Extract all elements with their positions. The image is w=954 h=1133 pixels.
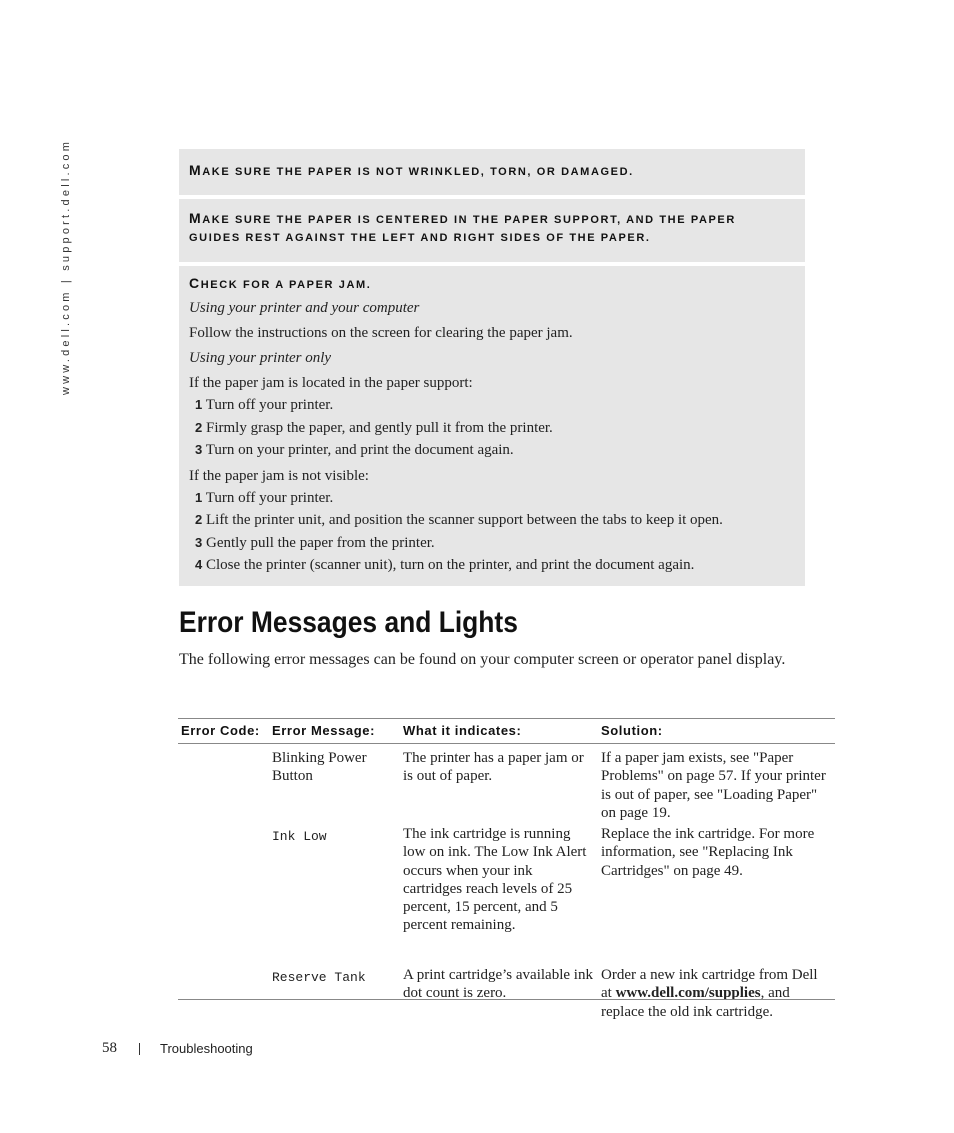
side-url: www.dell.com | support.dell.com <box>60 138 72 395</box>
subheading-printer-only: Using your printer only <box>189 350 332 366</box>
footer-separator <box>139 1043 140 1055</box>
tip-heading-line2: GUIDES REST AGAINST THE LEFT AND RIGHT SIDES OF THE PAPER. <box>189 232 651 244</box>
cell-line: is out of paper. <box>403 768 493 785</box>
cell-line: A print cartridge’s available ink <box>403 967 593 983</box>
page-footer <box>102 1040 253 1057</box>
steps-list-hidden <box>189 487 795 577</box>
cell-line: Cartridges" on page 49. <box>601 862 743 879</box>
step-number: 3 <box>195 534 203 550</box>
step-number: 1 <box>195 397 203 412</box>
step-text: Turn off your printer. <box>205 489 334 506</box>
list-item <box>189 487 795 510</box>
list-item <box>189 554 795 577</box>
step-number: 2 <box>195 419 203 435</box>
heading-rest: HECK FOR A PAPER JAM. <box>200 279 372 291</box>
tip-box-wrinkled <box>179 149 805 195</box>
step-text: Turn off your printer. <box>205 397 334 413</box>
cell-line: Button <box>272 768 313 785</box>
cell-message <box>272 969 366 987</box>
steps-list-support <box>189 394 795 462</box>
list-item <box>189 439 795 462</box>
heading-cap: C <box>189 275 201 291</box>
cell-line: Order a new ink cartridge from Dell <box>601 967 818 983</box>
cell-line: cartridges reach levels of 25 <box>403 880 573 897</box>
list-item <box>189 532 795 555</box>
step-text: Close the printer (scanner unit), turn on the printer, and print the document again. <box>205 557 695 573</box>
cell-line: If a paper jam exists, see "Paper <box>601 750 794 766</box>
cell-line: The ink cartridge is running <box>403 826 571 842</box>
instruction-text: Follow the instructions on the screen for clearing the paper jam. <box>189 325 573 341</box>
cell-message <box>272 828 327 846</box>
tip-heading <box>189 161 795 181</box>
col-header-indicates: What it indicates: <box>403 723 522 738</box>
heading-cap: M <box>189 210 203 226</box>
col-header-code: Error Code: <box>181 723 260 738</box>
table-bottom-rule <box>178 999 835 1000</box>
cell-line: on page 19. <box>601 804 671 821</box>
col-header-message: Error Message: <box>272 723 376 738</box>
cell-solution <box>601 749 826 822</box>
heading-rest: AKE SURE THE PAPER IS NOT WRINKLED, TORN, OR DAMAGED. <box>202 166 634 178</box>
cell-line: occurs when your ink <box>403 862 533 879</box>
subheading-printer-computer: Using your printer and your computer <box>189 300 420 316</box>
section-heading: Error Messages and Lights <box>179 606 518 639</box>
instruction-text: If the paper jam is not visible: <box>189 467 369 484</box>
cell-line: percent, 15 percent, and 5 <box>403 899 558 916</box>
cell-text: , and <box>760 985 790 1002</box>
cell-indicates <box>403 749 584 786</box>
heading-cap: M <box>189 162 203 178</box>
cell-indicates <box>403 966 593 1003</box>
cell-message <box>272 749 367 786</box>
step-text: Turn on your printer, and print the document again. <box>205 442 514 458</box>
cell-line: Replace the ink cartridge. For more <box>601 826 815 842</box>
cell-line: low on ink. The Low Ink Alert <box>403 844 587 861</box>
tip-box-centered <box>179 199 805 262</box>
page-number: 58 <box>102 1040 117 1056</box>
step-text: Lift the printer unit, and position the scanner support between the tabs to keep it open. <box>205 512 723 528</box>
cell-text: at <box>601 985 616 1002</box>
cell-line: Blinking Power <box>272 750 367 766</box>
step-text: Gently pull the paper from the printer. <box>205 534 435 551</box>
step-text: Firmly grasp the paper, and gently pull it from the printer. <box>205 419 553 436</box>
list-item <box>189 394 795 417</box>
col-header-solution: Solution: <box>601 723 663 738</box>
cell-line: Problems" on page 57. If your printer <box>601 768 826 785</box>
tip-heading <box>189 274 795 294</box>
step-number: 2 <box>195 512 203 527</box>
cell-solution <box>601 966 818 1021</box>
heading-rest: AKE SURE THE PAPER IS CENTERED IN THE PAPER SUPPORT, AND THE PAPER <box>202 214 736 226</box>
step-number: 3 <box>195 442 203 457</box>
table-header <box>178 718 835 744</box>
tip-heading <box>189 209 795 229</box>
cell-line: information, see "Replacing Ink <box>601 844 793 861</box>
cell-line: dot count is zero. <box>403 985 507 1002</box>
cell-indicates <box>403 825 586 935</box>
section-name: Troubleshooting <box>160 1041 253 1056</box>
cell-line: is out of paper, see "Loading Paper" <box>601 786 818 803</box>
instruction-text: If the paper jam is located in the paper support: <box>189 375 473 391</box>
cell-line: The printer has a paper jam or <box>403 750 584 766</box>
tip-box-paper-jam <box>179 266 805 586</box>
cell-line: Ink Low <box>272 829 327 844</box>
cell-line: percent remaining. <box>403 917 516 934</box>
cell-line: Reserve Tank <box>272 970 366 985</box>
step-number: 4 <box>195 557 203 572</box>
list-item <box>189 417 795 440</box>
error-table <box>178 718 835 1020</box>
cell-solution <box>601 825 814 880</box>
supplies-link[interactable]: www.dell.com/supplies <box>615 985 761 1002</box>
intro-text: The following error messages can be found on your computer screen or operator panel display. <box>179 651 786 668</box>
cell-line: replace the old ink cartridge. <box>601 1003 774 1020</box>
list-item <box>189 509 795 532</box>
step-number: 1 <box>195 489 203 505</box>
